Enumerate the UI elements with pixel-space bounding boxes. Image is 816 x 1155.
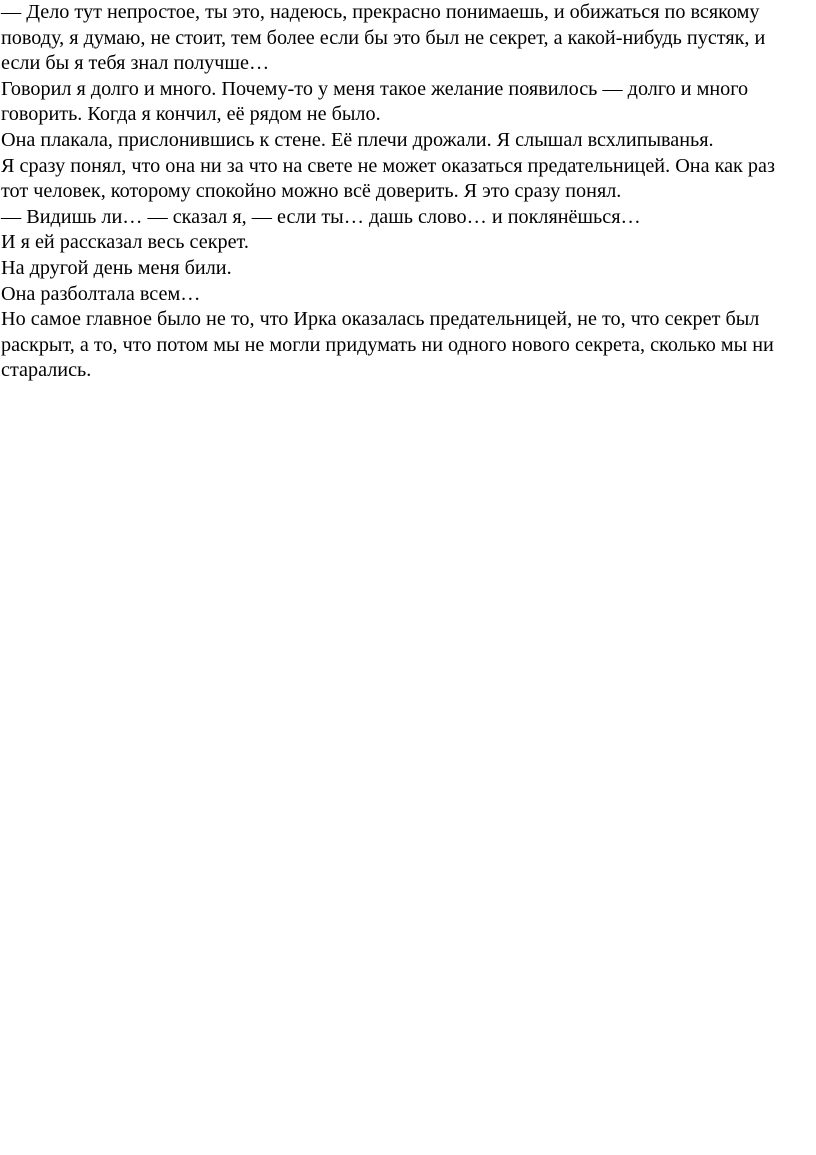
paragraph-7: На другой день меня били. [1, 256, 232, 279]
story-text [1, 0, 801, 384]
paragraph-3: Она плакала, прислонившись к стене. Её плечи дрожали. Я слышал всхлипыванья. [1, 128, 714, 151]
paragraph-2: Говорил я долго и много. Почему-то у меня такое желание появилось — долго и много говорить. Когда я кончил, её рядом не было. [1, 77, 749, 126]
paragraph-8: Она разболтала всем… [1, 282, 201, 305]
paragraph-1: — Дело тут непростое, ты это, надеюсь, прекрасно понимаешь, и обижаться по всякому поводу, я думаю, не стоит, тем более если бы это был не секрет, а какой-нибудь пустяк, и если бы я тебя знал получше… [1, 1, 766, 75]
paragraph-5: — Видишь ли… — сказал я, — если ты… дашь слово… и поклянёшься… [1, 205, 641, 228]
paragraph-4: Я сразу понял, что она ни за что на свете не может оказаться предательницей. Она как раз тот человек, которому спокойно можно всё доверить. Я это сразу понял. [1, 154, 775, 203]
paragraph-6: И я ей рассказал весь секрет. [1, 231, 249, 254]
paragraph-9: Но самое главное было не то, что Ирка оказалась предательницей, не то, что секрет был раскрыт, а то, что потом мы не могли придумать ни одного нового секрета, сколько мы ни старались. [1, 308, 774, 382]
